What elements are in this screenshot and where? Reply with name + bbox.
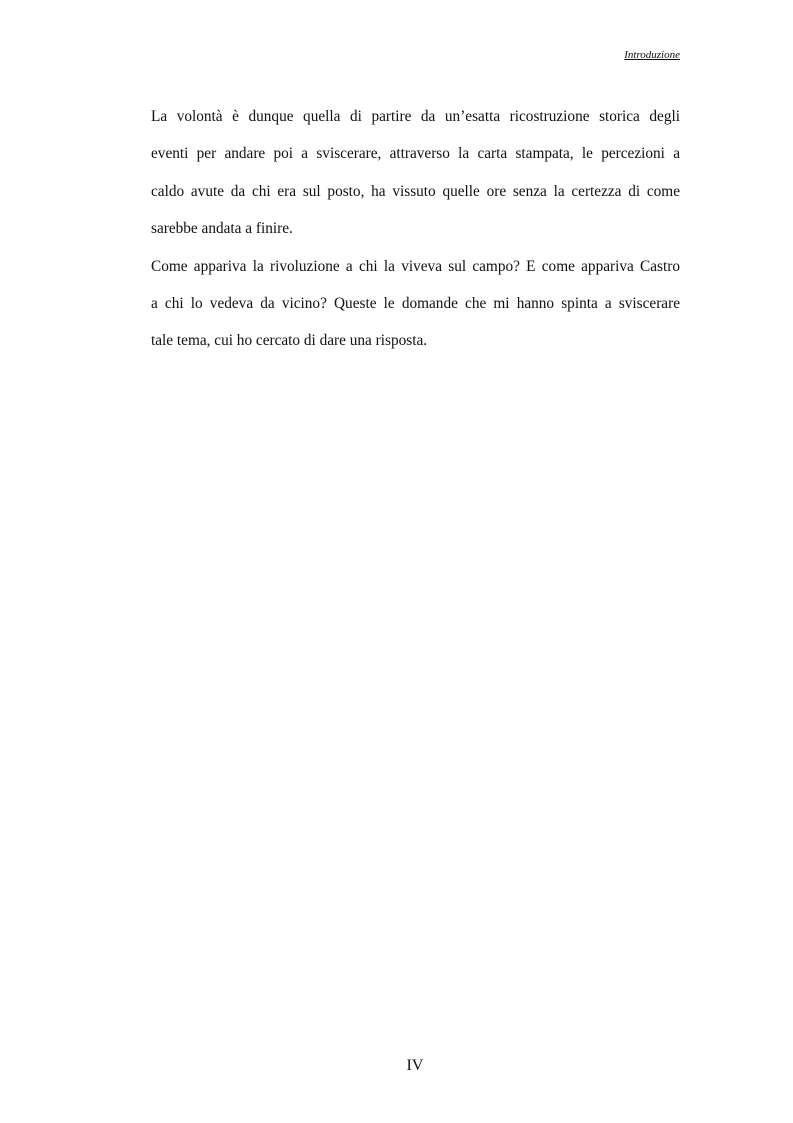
running-header: Introduzione [624, 49, 680, 61]
text-line: La volontà è dunque quella di partire da un’esatta ricostruzione storica degli [151, 108, 680, 125]
text-line: tale tema, cui ho cercato di dare una risposta. [151, 332, 428, 350]
text-line: a chi lo vedeva da vicino? Queste le domande che mi hanno spinta a sviscerare [151, 294, 680, 312]
text-line: caldo avute da chi era sul posto, ha vissuto quelle ore senza la certezza di come [151, 182, 680, 200]
paragraph [151, 98, 680, 248]
paragraph [151, 248, 680, 360]
text-line: eventi per andare poi a sviscerare, attraverso la carta stampata, le percezioni a [151, 145, 680, 163]
text-line: Come appariva la rivoluzione a chi la viveva sul campo? E come appariva Castro [151, 257, 680, 275]
page-number: IV [406, 1057, 424, 1074]
body-text [151, 98, 680, 360]
text-line: sarebbe andata a finire. [151, 220, 293, 238]
